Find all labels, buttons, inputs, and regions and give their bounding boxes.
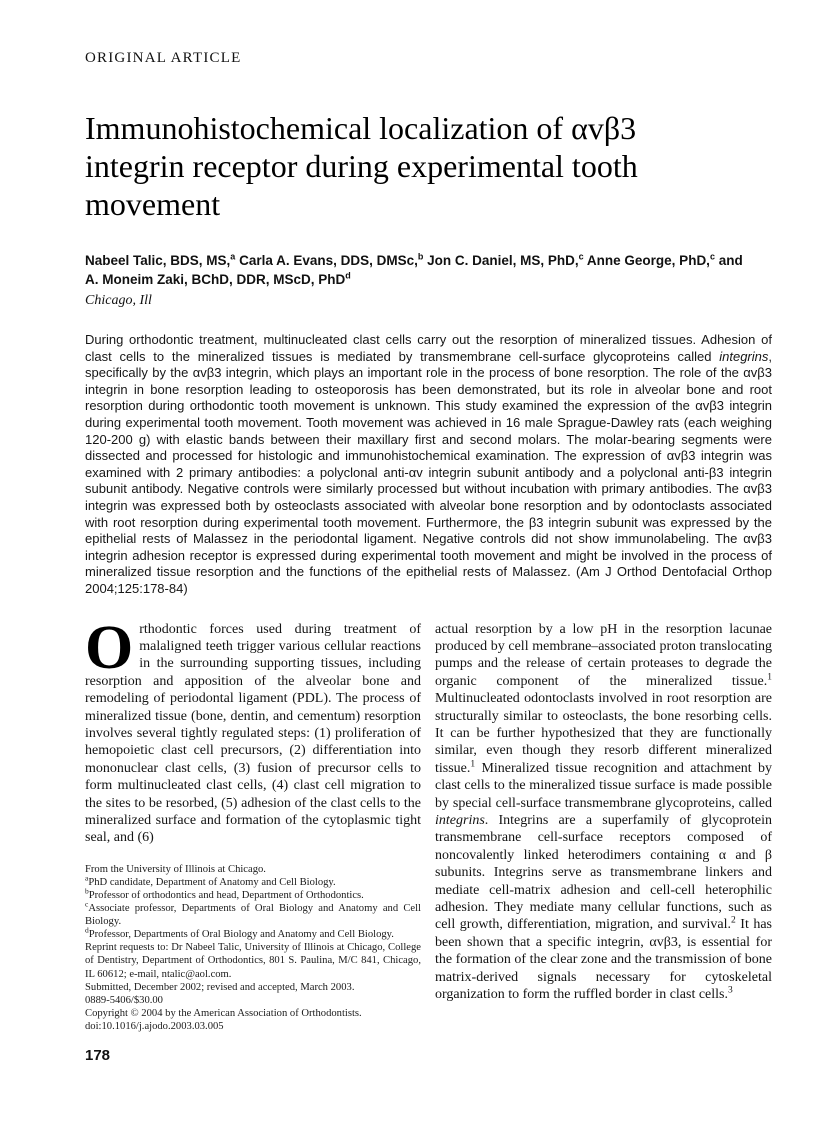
- footnote-line: $^c$Associate professor, Departments of Oral Biology and Anatomy and Cell Biology.: [85, 899, 421, 928]
- body-right-column: [435, 621, 772, 1034]
- article-title-line: Immunohistochemical localization of αvβ3: [85, 110, 637, 146]
- author-line: A. Moneim Zaki, BChD, DDR, MScD, PhD$^d$: [85, 270, 351, 287]
- body-columns: [85, 613, 773, 1034]
- continuation-paragraph: actual resorption by a low pH in the resorption lacunae produced by cell membrane–associated proton translocating pumps and the release of certain proteases to degrade the organic component of the mineralized tissue.$^1$ Multinucleated odontoclasts involved in root resorption are structurally similar to osteoclasts, the bone resorbing cells. It can be further hypothesized that they are functionally similar, even though they resorb different mineralized tissue.$^1$ Mineralized tissue recognition and attachment by clast cells to the mineralized tissue surface is made possible by special cell-surface transmembrane glycoproteins, called integrins. Integrins are a superfamily of glycoprotein transmembrane cell-surface receptors composed of noncovalently linked heterodimers containing α and β subunits. Integrins serve as transmembrane linkers and mediate cell-matrix adhesion and cell-cell heterophilic adhesion. They mediate many cellular functions, such as cell growth, differentiation, migration, and survival.$^2$ It has been shown that a specific integrin, αvβ3, is essential for the formation of the clear zone and the transmission of bone matrix-derived signals necessary for cytoskeletal organization to form the ruffled border in clast cells.$^3$: [435, 621, 773, 1003]
- article-title-line: movement: [85, 186, 221, 222]
- intro-paragraph: [85, 613, 421, 847]
- article-title: [85, 109, 772, 223]
- footnote-submission-dates: Submitted, December 2002; revised and accepted, March 2003.: [85, 981, 355, 993]
- footnote-line: From the University of Illinois at Chicago.: [85, 863, 266, 875]
- article-type-label: ORIGINAL ARTICLE: [85, 50, 242, 66]
- author-line: Nabeel Talic, BDS, MS,$^a$ Carla A. Evans, DDS, DMSc,$^b$ Jon C. Daniel, MS, PhD,$^c$ Anne George, PhD,$^c$ and: [85, 251, 743, 268]
- footnote-line: $^a$PhD candidate, Department of Anatomy and Cell Biology.: [85, 873, 336, 888]
- dropcap-letter: O: [85, 613, 134, 682]
- abstract: During orthodontic treatment, multinucleated clast cells carry out the resorption of mineralized tissues. Adhesion of clast cells to the mineralized tissues is mediated by transmembrane cell-surface glycoproteins called integrins, specifically by the αvβ3 integrin, which plays an important role in the process of bone resorption. The role of the αvβ3 integrin in bone resorption leading to osteoporosis has been demonstrated, but its role in alveolar bone and root resorption during orthodontic tooth movement is unknown. This study examined the expression of the αvβ3 integrin during experimental tooth movement. Tooth movement was achieved in 16 male Sprague-Dawley rats (each weighing 120-200 g) with elastic bands between their maxillary first and second molars. The molar-bearing segments were dissected and processed for histologic and immunohistochemical examination. The expression of αvβ3 integrin was examined with 2 primary antibodies: a polyclonal anti-αv integrin subunit antibody and a polyclonal anti-β3 integrin subunit antibody. Negative controls were similarly processed but without incubation with primary antibodies. The αvβ3 integrin was expressed both by osteoclasts associated with alveolar bone resorption and by odontoclasts associated with root resorption during experimental tooth movement. Furthermore, the β3 integrin subunit was expressed by the epithelial rests of Malassez in the periodontal ligament. Negative controls did not show immunolabeling. The αvβ3 integrin adhesion receptor is expressed during experimental tooth movement and might be involved in the process of mineralized tissue resorption and the functions of the epithelial rests of Malassez. (Am J Orthod Dentofacial Orthop 2004;125:178-84): [85, 332, 772, 596]
- footnote-price-code: 0889-5406/$30.00: [85, 994, 163, 1006]
- footnotes: [85, 863, 421, 1033]
- author-list: [85, 251, 772, 289]
- body-left-column: [85, 613, 421, 1034]
- footnote-reprint-requests: Reprint requests to: Dr Nabeel Talic, University of Illinois at Chicago, College of Dentistry, Department of Orthodontics, 801 S. Paulina, M/C 841, Chicago, IL 60612; e-mail, ntalic@aol.com.: [85, 942, 421, 980]
- affiliation: Chicago, Ill: [85, 293, 152, 308]
- footnote-doi: doi:10.1016/j.ajodo.2003.03.005: [85, 1020, 224, 1032]
- page-number: 178: [85, 1047, 111, 1064]
- article-title-line: integrin receptor during experimental tooth: [85, 148, 638, 184]
- footnote-line: $^b$Professor of orthodontics and head, Department of Orthodontics.: [85, 886, 364, 901]
- footnote-copyright: Copyright © 2004 by the American Association of Orthodontists.: [85, 1007, 362, 1019]
- footnote-line: $^d$Professor, Departments of Oral Biology and Anatomy and Cell Biology.: [85, 925, 394, 941]
- intro-paragraph-text: rthodontic forces used during treatment of malaligned teeth trigger various cellular reactions in the surrounding supporting tissues, including resorption and apposition of the alveolar bone and remodeling of periodontal ligament (PDL). The process of mineralized tissue (bone, dentin, and cementum) resorption involves several tightly regulated steps: (1) proliferation of hemopoietic clast cell precursors, (2) differentiation into mononuclear clast cells, (3) fusion of precursor cells to form multinucleated clast cells, (4) clast cell migration to the sites to be resorbed, (5) adhesion of the clast cells to the mineralized surface and formation of the cytoplasmic tight seal, and (6): [85, 621, 421, 846]
